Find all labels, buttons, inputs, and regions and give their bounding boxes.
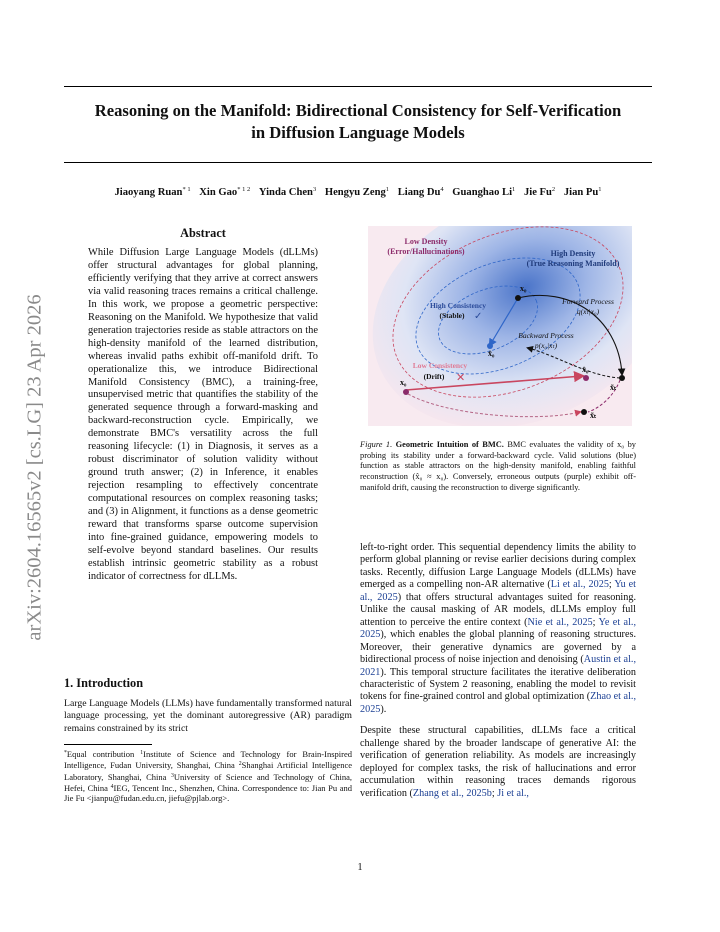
caption-text: BMC evaluates the validity of x₀ by probing its stability under a forward-backward cycle. Valid solutions (blue) function as stable attractors on the high-density manifold, enabling faithful reconstruction (x̂₀ ≈ x₀). Conversely, erroneous outputs (purple) exhibit off-manifold drift, causing the reconstruction to diverge significantly. [360, 440, 636, 492]
arxiv-identifier: arXiv:2604.16565v2 [cs.LG] 23 Apr 2026 [23, 293, 46, 641]
author: Guanghao Li$^1$ [452, 186, 516, 198]
paper-title [64, 100, 652, 144]
x0-stable-point [515, 295, 521, 301]
forward-process-formula: q(xₜ|x₀) [576, 307, 600, 316]
author: Jiaoyang Ruan$^{* 1}$ [114, 186, 191, 198]
abstract-heading: Abstract [180, 226, 226, 240]
citation-link[interactable]: Ye et al., 2025 [360, 616, 637, 641]
abstract-text: While Diffusion Large Language Models (dLLMs) offer structural advantages for global planning, efficiently verifying that they arrive at correct answers via valid reasoning traces remains a critical challenge. In this work, we propose a geometric perspective: Reasoning on the Manifold. We hypothesize that valid generation trajectories reside as stable attractors on the high-density manifold of the learned distribution, whereas invalid paths exhibit off-manifold drift. To operationalize this, we introduce Bidirectional Manifold Consistency (BMC), a training-free, unsupervised metric that quantifies the stability of the generated sequence through a forward-masking and backward-reconstruction cycle. Empirically, we demonstrate BMC's versatility across the full reasoning lifecycle: (1) in Diagnosis, it serves as a robust discriminator of solution validity without ground truth answer; (2) in Inference, it enables rejection resampling to effectively concentrate computational resources on complex reasoning tasks; and (3) in Alignment, it functions as a dense geometric reward that transforms sparse outcome supervision into fine-grained guidance, empowering models to self-evolve beyond standard baselines. Our results establish intrinsic geometric stability as a robust indicator of correctness for dLLMs. [88, 247, 318, 582]
title-bottom-rule [64, 162, 652, 163]
paragraph: Despite these structural capabilities, dLLMs face a critical challenge shared by the broader landscape of generative AI: the verification of generation reliability. As models are increasingly deployed for complex tasks, the risk of hallucinations and error accumulation within reasoning traces demands rigorous verification (Zhang et al., 2025b; Ji et al., [360, 725, 636, 799]
cross-icon: ✕ [456, 371, 466, 384]
backward-process-formula: p(x₀|xₜ) [534, 341, 558, 350]
xt-label: x̃ₜ [610, 383, 617, 392]
x0-hat-drift-point [583, 375, 589, 381]
paragraph: left-to-right order. This sequential dependency limits the ability to perform global planning or revise earlier decisions during complex tasks. Recently, diffusion Large Language Models (dLLMs) have emerged as a compelling non-AR alternative (Li et al., 2025; Yu et al., 2025) that offers structural advantages suited for reasoning. Unlike the causal masking of AR models, dLLMs employ full attention to perceive the entire context (Nie et al., 2025; Ye et al., 2025), which enables the global planning of reasoning structures. Moreover, their generative dynamics are governed by a bidirectional process of noise injection and denoising (Austin et al., 2021). This temporal structure facilitates the iterative deliberation characteristic of System 2 reasoning, enabling the model to revisit tokens for fine-grained control and global optimization (Zhao et al., 2025). [360, 542, 637, 715]
footnote-rule [64, 744, 152, 745]
high-consistency-label: High Consistency [429, 301, 487, 310]
figure-caption [360, 440, 636, 494]
author: Liang Du$^4$ [397, 186, 444, 198]
x0-drift-label: x₀ [400, 378, 407, 387]
affiliations-footnote: *Equal contribution $^1$Institute of Science and Technology for Brain-Inspired Intelligence, Fudan University, Shanghai, China $^2$Shanghai Artificial Intelligence Laboratory, Shanghai, China $^3$University of Science and Technology of China, Hefei, China $^4$IEG, Tencent Inc., Shenzhen, China. Correspondence to: Jian Pu and Jie Fu <jianpu@fudan.edu.cn, jiefu@pjlab.org>. [64, 749, 353, 804]
xt-stable-point [619, 375, 625, 381]
figure-bmc-intuition [368, 226, 632, 426]
high-density-sublabel: (True Reasoning Manifold) [526, 259, 620, 268]
x0-hat-label: x̂₀ [488, 349, 495, 358]
low-consistency-label: Low Consistency [412, 361, 468, 370]
x0-label: x₀ [520, 284, 527, 293]
page-number: 1 [357, 862, 363, 873]
author: Jie Fu$^2$ [523, 186, 556, 198]
xt-drift-label: x̃ₜ [590, 411, 597, 420]
low-density-label: Low Density [404, 237, 448, 246]
author: Yinda Chen$^3$ [258, 186, 317, 198]
x0-drift-point [403, 389, 409, 395]
xt-drift-point [581, 409, 587, 415]
forward-process-label: Forward Process [562, 297, 614, 306]
citation-link[interactable]: Ji et al., [497, 787, 529, 799]
high-density-label: High Density [550, 249, 596, 258]
low-density-sublabel: (Error/Hallucinations) [387, 247, 465, 256]
citation-link[interactable]: Zhao et al., 2025 [360, 691, 637, 715]
intro-text: Large Language Models (LLMs) have fundamentally transformed natural language processing, yet the dominant autoregressive (AR) paradigm remains constrained by its strict [64, 698, 352, 734]
caption-title: Geometric Intuition of BMC. [395, 440, 504, 449]
figure-canvas [368, 226, 632, 426]
author: Jian Pu$^1$ [563, 186, 602, 198]
citation-link[interactable]: Nie et al., 2025 [527, 616, 593, 628]
right-column-text [360, 542, 636, 809]
citation-link[interactable]: Yu et al., 2025 [360, 579, 637, 603]
title-line-1: Reasoning on the Manifold: Bidirectional Consistency for Self-Verification [94, 101, 622, 120]
check-icon: ✓ [474, 311, 483, 322]
author: Xin Gao$^{* 1 2}$ [199, 186, 251, 198]
caption-label: Figure 1. [360, 440, 393, 449]
drift-label: (Drift) [423, 372, 445, 381]
citation-link[interactable]: Li et al., 2025 [550, 579, 609, 591]
author: Hengyu Zeng$^1$ [324, 186, 390, 198]
citation-link[interactable]: Austin et al., 2021 [360, 654, 636, 678]
intro-heading: 1. Introduction [64, 676, 144, 690]
author-list [40, 186, 676, 198]
title-line-2: in Diffusion Language Models [251, 123, 465, 142]
x0-hat-drift-label: x̂₀ [582, 365, 589, 374]
stable-label: (Stable) [439, 311, 465, 320]
title-top-rule [64, 86, 652, 87]
citation-link[interactable]: Zhang et al., 2025b [412, 787, 492, 799]
backward-process-label: Backward Process [518, 331, 574, 340]
